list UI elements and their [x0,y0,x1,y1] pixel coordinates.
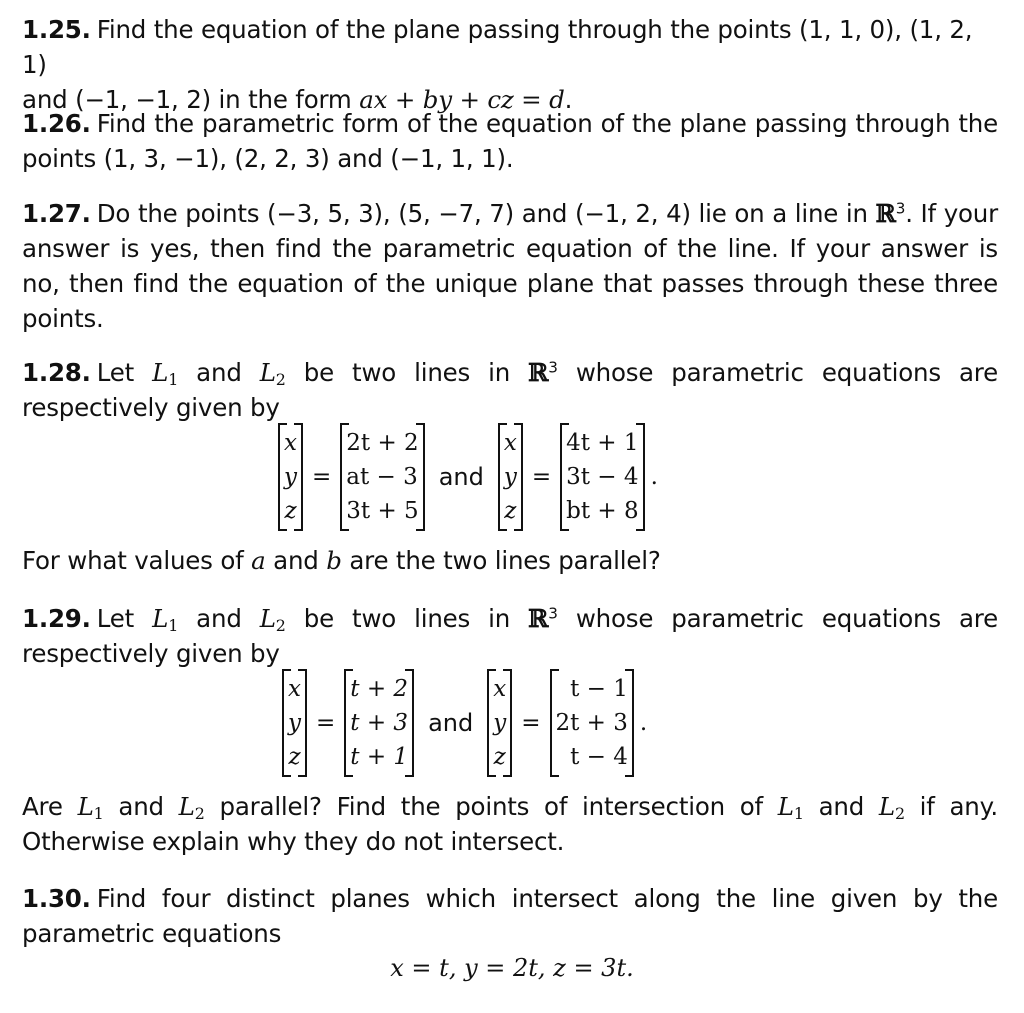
question-1-29 [22,789,998,859]
period: . [650,464,658,490]
exponent: 3 [895,199,906,218]
exponent: 3 [548,358,558,377]
exercise-text: whose parametric equations are respectively given by [22,604,998,668]
matrix-cell: t + 1 [350,744,409,770]
matrix-cell: z [493,744,506,770]
real-space-symbol: ℝ [875,199,896,228]
matrix-cell: 2t + 3 [555,710,628,736]
exercise-text: be two lines in [303,358,511,387]
line-l1: $L_1$ [152,358,179,389]
matrix-cell: x [284,430,297,456]
exercise-1-25 [22,12,998,117]
vector-xyz [278,423,303,531]
matrix-cell: y [493,710,507,736]
line-l1: $L_1$ [77,792,104,823]
plane-form: ax + by + cz = d [359,85,565,114]
line-l2-vector [560,423,645,531]
matrix-cell: 3t − 4 [566,464,639,490]
exercise-number: 1.25. [22,15,91,44]
matrix-cell: x [503,430,517,456]
exercise-text: whose parametric equations are respectively given by [22,358,998,422]
exercise-text: if any. Otherwise explain why they do not intersect. [22,792,999,856]
matrix-cell: y [284,464,297,490]
line-l1-vector [344,669,414,777]
exercise-text: Let [96,358,135,387]
exercise-text: parallel? Find the points of intersection of [219,792,763,821]
variable-a: a [251,546,266,575]
real-space-symbol: ℝ [528,358,549,387]
vector-xyz [282,669,307,777]
exercise-text: Find four distinct planes which intersect along the line given by the parametric equations [22,884,998,948]
matrix-cell: z [288,744,301,770]
matrix-cell: 2t + 2 [346,430,419,456]
exercise-1-27 [22,196,998,336]
line-l2: $L_2$ [259,604,286,635]
exercise-number: 1.26. [22,109,91,138]
exercise-number: 1.28. [22,358,91,387]
equals-sign: = [531,464,552,490]
line-l2: $L_2$ [878,792,905,823]
matrix-cell: z [504,498,517,524]
vector-xyz [498,423,523,531]
matrix-cell: t − 4 [570,744,628,770]
matrix-equation-1-29 [282,669,647,777]
line-l2: $L_2$ [259,358,286,389]
matrix-cell: 3t + 5 [346,498,419,524]
line-l2: $L_2$ [178,792,205,823]
exercise-text: and [196,358,242,387]
exercise-text: and (−1, −1, 2) in the form [22,85,352,114]
matrix-cell: t − 1 [570,676,628,702]
matrix-cell: y [503,464,517,490]
exercise-text: and [118,792,164,821]
real-space-symbol: ℝ [528,604,549,633]
exercise-text: Find the equation of the plane passing through the points (1, 1, 0), (1, 2, 1) [22,15,973,79]
matrix-cell: t + 3 [350,710,409,736]
line-l2-vector [550,669,634,777]
equals-sign: = [521,710,541,736]
exercise-text: are the two lines parallel? [349,546,661,575]
exercise-1-29 [22,601,998,671]
matrix-equation-1-28 [278,423,658,531]
period: . [564,85,573,114]
matrix-cell: y [288,710,301,736]
equals-sign: = [316,710,336,736]
exercise-text: Do the points (−3, 5, 3), (5, −7, 7) and (−1, 2, 4) lie on a line in [96,199,868,228]
exercise-text: and [196,604,242,633]
and-word: and [438,463,484,491]
matrix-cell: x [493,676,507,702]
variable-b: b [326,546,342,575]
exercise-text: For what values of [22,546,244,575]
parametric-equation: x = t, y = 2t, z = 3t. [390,954,634,982]
exercise-text: Find the parametric form of the equation of the plane passing through the points (1, 3, −1), (2, 2, 3) and (−1, 1, 1). [22,109,998,173]
matrix-cell: z [284,498,297,524]
exercise-1-28 [22,355,998,425]
matrix-cell: 4t + 1 [566,430,639,456]
line-l1-vector [340,423,424,531]
exercise-1-30 [22,881,998,951]
matrix-cell: t + 2 [350,676,409,702]
line-l1: $L_1$ [777,792,804,823]
exercise-text: and [818,792,865,821]
matrix-cell: x [288,676,301,702]
period: . [639,710,648,736]
exercise-1-26 [22,106,998,176]
exercise-number: 1.29. [22,604,91,633]
equals-sign: = [312,464,332,490]
and-word: and [428,709,474,737]
exercise-number: 1.30. [22,884,91,913]
matrix-cell: bt + 8 [566,498,639,524]
question-1-28 [22,543,998,578]
vector-xyz [487,669,512,777]
exercise-text: . If your answer is yes, then find the parametric equation of the line. If your answer is no, then find the equation of the unique plane that passes through these three points. [22,199,999,333]
matrix-cell: at − 3 [346,464,418,490]
exercise-text: Are [22,792,63,821]
exponent: 3 [548,604,558,623]
exercise-text: and [273,546,319,575]
line-l1: $L_1$ [152,604,179,635]
exercise-number: 1.27. [22,199,91,228]
exercise-text: be two lines in [303,604,511,633]
exercise-text: Let [96,604,135,633]
